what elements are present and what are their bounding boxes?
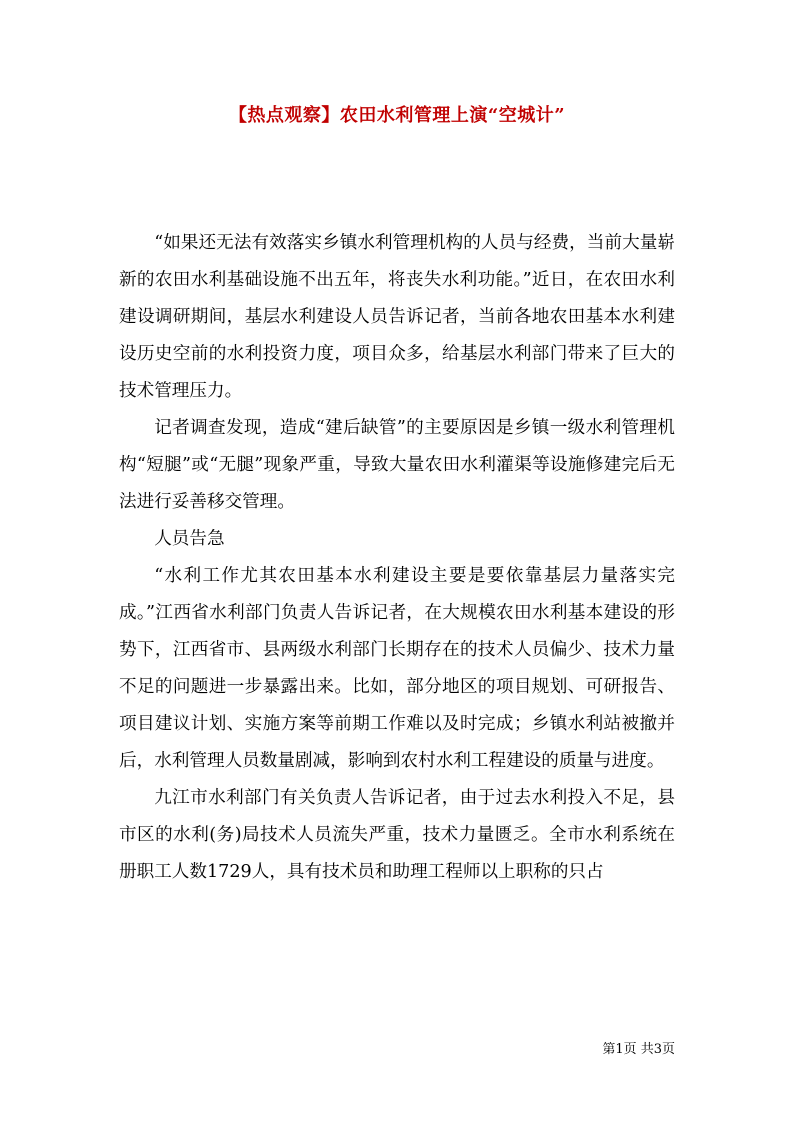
paragraph-3: “水利工作尤其农田基本水利建设主要是要依靠基层力量落实完成。”江西省水利部门负责人告诉记者，在大规模农田水利基本建设的形势下，江西省市、县两级水利部门长期存在的技术人员偏少、技术力量不足的问题进一步暴露出来。比如，部分地区的项目规划、可研报告、项目建议计划、实施方案等前期工作难以及时完成；乡镇水利站被撤并后，水利管理人员数量剧减，影响到农村水利工程建设的质量与进度。: [119, 566, 675, 771]
section-heading: 人员告急: [154, 529, 225, 549]
document-title: 【热点观察】农田水利管理上演“空城计”: [228, 105, 566, 126]
paragraph-1: “如果还无法有效落实乡镇水利管理机构的人员与经费，当前大量崭新的农田水利基础设施不出五年，将丧失水利功能。”近日，在农田水利建设调研期间，基层水利建设人员告诉记者，当前各地农田基本水利建设历史空前的水利投资力度，项目众多，给基层水利部门带来了巨大的技术管理压力。: [119, 233, 675, 401]
paragraph-2: 记者调查发现，造成“建后缺管”的主要原因是乡镇一级水利管理机构“短腿”或“无腿”现象严重，导致大量农田水利灌渠等设施修建完后无法进行妥善移交管理。: [119, 418, 675, 512]
document-body: [119, 225, 675, 891]
page-number: 第1页 共3页: [602, 1042, 675, 1057]
paragraph-4: 九江市水利部门有关负责人告诉记者，由于过去水利投入不足，县市区的水利(务)局技术人员流失严重，技术力量匮乏。全市水利系统在册职工人数1729人，具有技术员和助理工程师以上职称的只占: [119, 788, 675, 882]
